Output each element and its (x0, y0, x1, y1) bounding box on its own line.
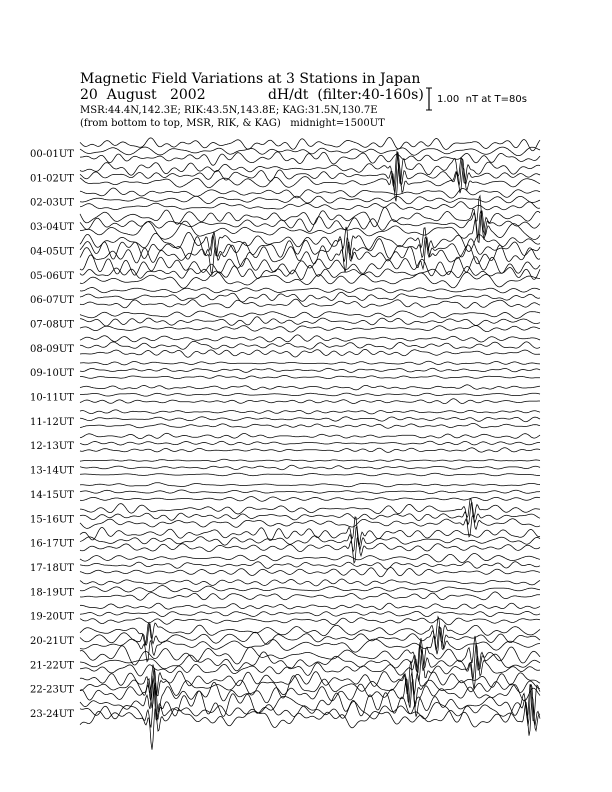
waveform-trace (80, 385, 540, 390)
waveform-trace (80, 527, 540, 552)
row-label: 08-09UT (30, 343, 74, 355)
waveform-trace (80, 188, 540, 198)
row-label: 18-19UT (30, 587, 74, 599)
waveform-trace (80, 465, 540, 469)
waveform-trace (80, 410, 540, 414)
waveform-trace (80, 326, 540, 332)
waveform-trace (80, 202, 540, 210)
waveform-trace (80, 423, 540, 428)
row-label: 19-20UT (30, 611, 74, 623)
waveform-trace (80, 271, 540, 288)
waveform-trace (80, 292, 540, 302)
row-label: 02-03UT (30, 197, 74, 209)
waveform-trace (80, 490, 540, 494)
waveform-trace (80, 517, 540, 547)
waveform-trace (80, 503, 540, 525)
waveform-trace (80, 579, 540, 586)
waveform-trace (80, 448, 540, 453)
quantity-text: dH/dt (filter:40-160s) (267, 87, 424, 103)
waveform-trace (80, 515, 540, 537)
row-label: 16-17UT (30, 538, 74, 550)
row-label: 12-13UT (30, 441, 74, 453)
row-label: 07-08UT (30, 319, 74, 331)
waveform-trace (80, 679, 540, 717)
waveform-trace (80, 562, 540, 570)
waveform-trace (80, 617, 540, 645)
row-label: 03-04UT (30, 222, 74, 234)
waveform-trace (80, 288, 540, 293)
chart-title: Magnetic Field Variations at 3 Stations in Japan (80, 71, 421, 87)
waveform-trace (80, 441, 540, 445)
waveform-trace (80, 586, 540, 592)
waveform-trace (80, 317, 540, 326)
row-label: 22-23UT (30, 684, 74, 696)
date-text: 20 August 2002 (80, 87, 206, 103)
waveform-trace (80, 335, 540, 342)
waveform-trace (80, 361, 540, 365)
row-label: 20-21UT (30, 636, 74, 647)
row-label: 14-15UT (30, 489, 74, 501)
waveform-trace (80, 499, 540, 519)
waveform-trace (80, 368, 540, 372)
waveform-trace (80, 399, 540, 404)
scale-label: 1.00 nT at T=80s (437, 94, 527, 105)
waveform-trace (80, 393, 540, 396)
row-label: 00-01UT (30, 149, 74, 160)
waveform-trace (80, 196, 540, 204)
waveform-trace (80, 152, 540, 165)
waveform-trace (80, 611, 540, 616)
row-label: 10-11UT (30, 392, 74, 404)
row-label: 04-05UT (30, 246, 74, 258)
waveform-trace (80, 603, 540, 609)
waveform-trace (80, 341, 540, 349)
row-label: 11-12UT (30, 416, 74, 428)
waveform-trace (80, 473, 540, 476)
waveform-trace (80, 299, 540, 308)
row-label: 05-06UT (30, 270, 74, 282)
row-label: 09-10UT (30, 368, 74, 380)
row-label: 06-07UT (30, 295, 74, 307)
waveform-trace (80, 163, 540, 202)
waveform-trace (80, 433, 540, 438)
waveform-trace (80, 554, 540, 563)
row-label: 15-16UT (30, 514, 74, 526)
waveform-trace (80, 592, 540, 600)
waveform-trace (80, 459, 540, 461)
row-label: 01-02UT (30, 173, 74, 185)
waveform-trace (80, 151, 540, 187)
waveform-trace (80, 349, 540, 357)
waveform-trace (80, 311, 540, 318)
row-label: 13-14UT (30, 465, 74, 477)
stations-line: MSR:44.4N,142.3E; RIK:43.5N,143.8E; KAG:31.5N,130.7E (80, 105, 378, 116)
waveform-trace (80, 417, 540, 422)
waveform-trace (80, 483, 540, 487)
waveform-trace (80, 568, 540, 577)
row-label: 23-24UT (30, 709, 74, 721)
waveform-trace (80, 265, 540, 279)
note-line: (from bottom to top, MSR, RIK, & KAG) midnight=1500UT (80, 118, 385, 129)
row-label: 21-22UT (30, 660, 74, 672)
waveform-trace (80, 196, 540, 233)
waveform-trace (80, 375, 540, 378)
row-label: 17-18UT (30, 562, 74, 574)
